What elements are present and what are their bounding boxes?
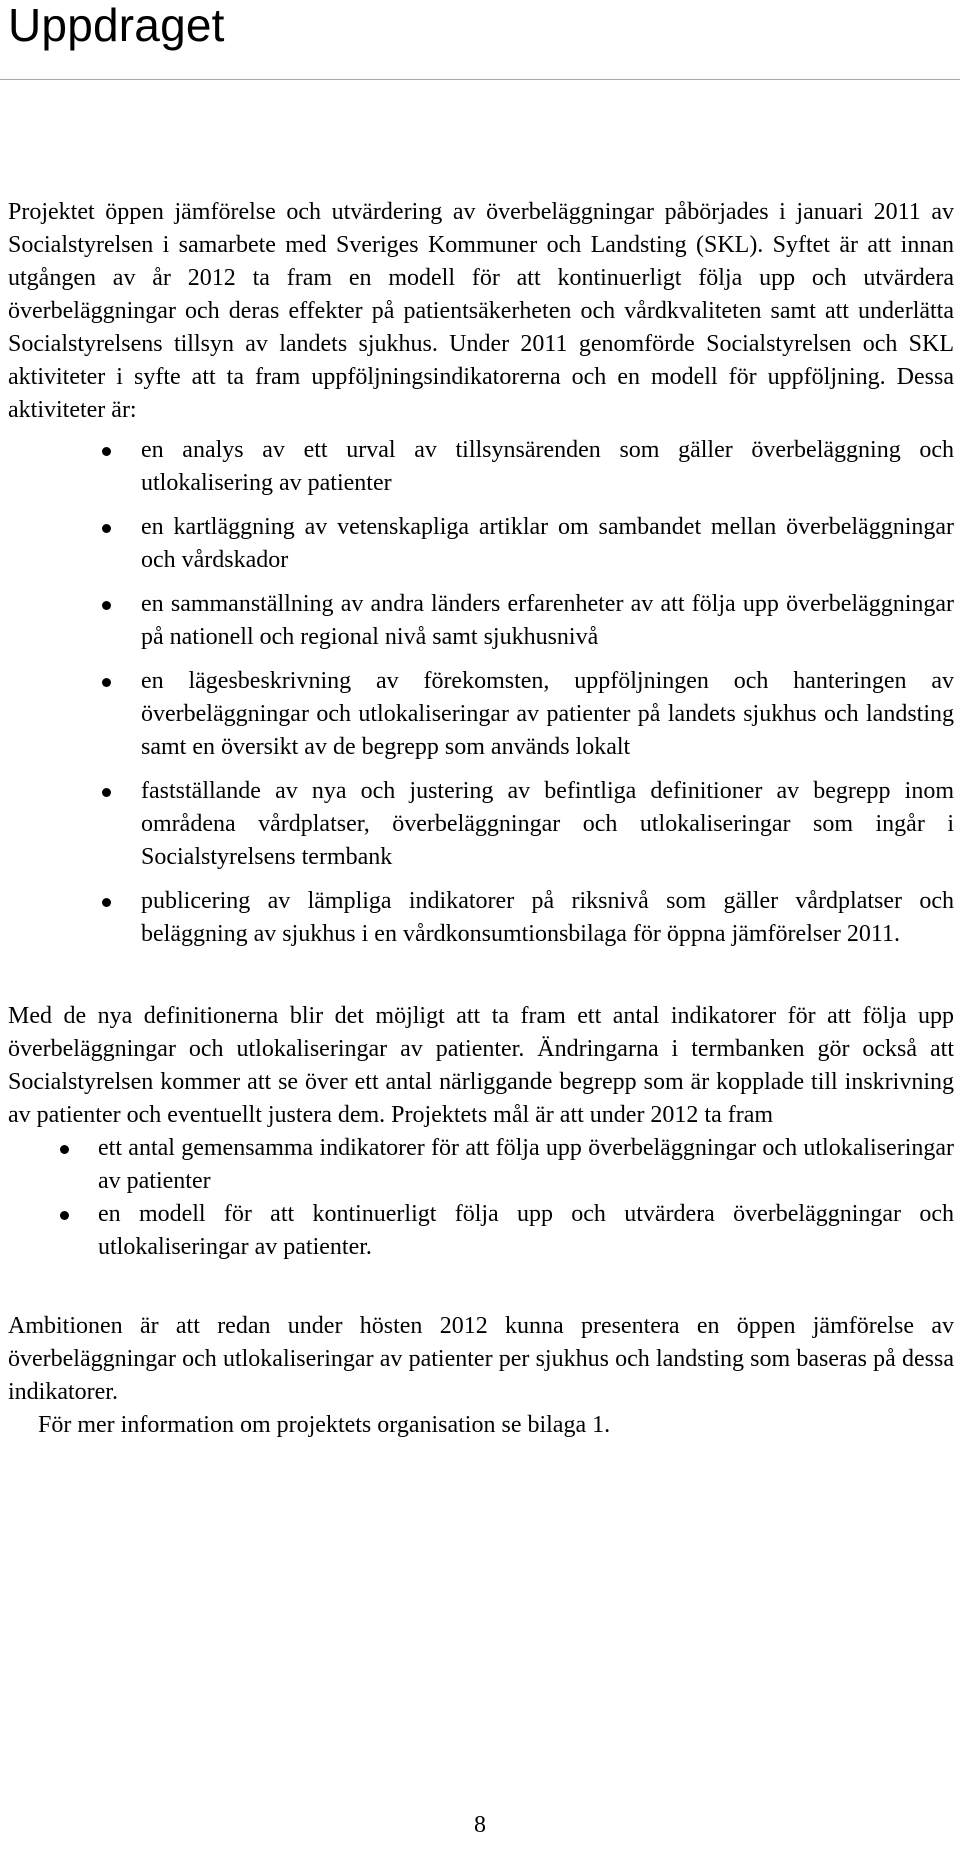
- activity-item: publicering av lämpliga indikatorer på riksnivå som gäller vårdplatser och beläggning av sjukhus i en vårdkonsumtionsbilaga för öppna jämförelser 2011.: [8, 885, 954, 951]
- activities-list: [8, 434, 954, 951]
- activity-item: en sammanställning av andra länders erfarenheter av att följa upp överbeläggningar på nationell och regional nivå samt sjukhusnivå: [8, 588, 954, 654]
- spacer: [8, 962, 954, 1000]
- activity-item: en kartläggning av vetenskapliga artiklar om sambandet mellan överbeläggningar och vårdskador: [8, 511, 954, 577]
- definitions-paragraph: Med de nya definitionerna blir det möjligt att ta fram ett antal indikatorer för att följa upp överbeläggningar och utlokaliseringar av patienter. Ändringarna i termbanken gör också att Socialstyrelsen kommer att se över ett antal närliggande begrepp som är kopplade till inskrivning av patienter och eventuellt justera dem. Projektets mål är att under 2012 ta fram: [8, 1003, 954, 1128]
- page-heading: Uppdraget: [8, 0, 225, 51]
- intro-paragraph: Projektet öppen jämförelse och utvärdering av överbeläggningar påbörjades i januari 2011 av Socialstyrelsen i samarbete med Sveriges Kommuner och Landsting (SKL). Syftet är att innan utgången av år 2012 ta fram en modell för att kontinuerligt följa upp och utvärdera överbeläggningar och deras effekter på patientsäkerheten och vårdkvaliteten samt att underlätta Socialstyrelsens tillsyn av landets sjukhus. Under 2011 genomförde Socialstyrelsen och SKL aktiviteter i syfte att ta fram uppföljningsindikatorerna och en modell för uppföljning. Dessa aktiviteter är:: [8, 199, 954, 423]
- goals-list: [8, 1132, 954, 1264]
- activity-item: fastställande av nya och justering av befintliga definitioner av begrepp inom områdena vårdplatser, överbeläggningar och utlokaliseringar som ingår i Socialstyrelsens termbank: [8, 775, 954, 874]
- document-body: [8, 196, 954, 1442]
- heading-divider: [0, 79, 960, 80]
- activity-item: en analys av ett urval av tillsynsärenden som gäller överbeläggning och utlokalisering av patienter: [8, 434, 954, 500]
- spacer: [8, 1264, 954, 1310]
- goal-item: en modell för att kontinuerligt följa upp och utvärdera överbeläggningar och utlokaliseringar av patienter.: [8, 1198, 954, 1264]
- ambition-paragraph: Ambitionen är att redan under hösten 2012 kunna presentera en öppen jämförelse av överbeläggningar och utlokaliseringar av patienter per sjukhus och landsting som baseras på dessa indikatorer.: [8, 1313, 954, 1405]
- goal-item: ett antal gemensamma indikatorer för att följa upp överbeläggningar och utlokaliseringar av patienter: [8, 1132, 954, 1198]
- page-number: 8: [474, 1812, 486, 1838]
- more-info-paragraph: För mer information om projektets organisation se bilaga 1.: [38, 1412, 611, 1438]
- activity-item: en lägesbeskrivning av förekomsten, uppföljningen och hanteringen av överbeläggningar och utlokaliseringar av patienter på landets sjukhus och landsting samt en översikt av de begrepp som används lokalt: [8, 665, 954, 764]
